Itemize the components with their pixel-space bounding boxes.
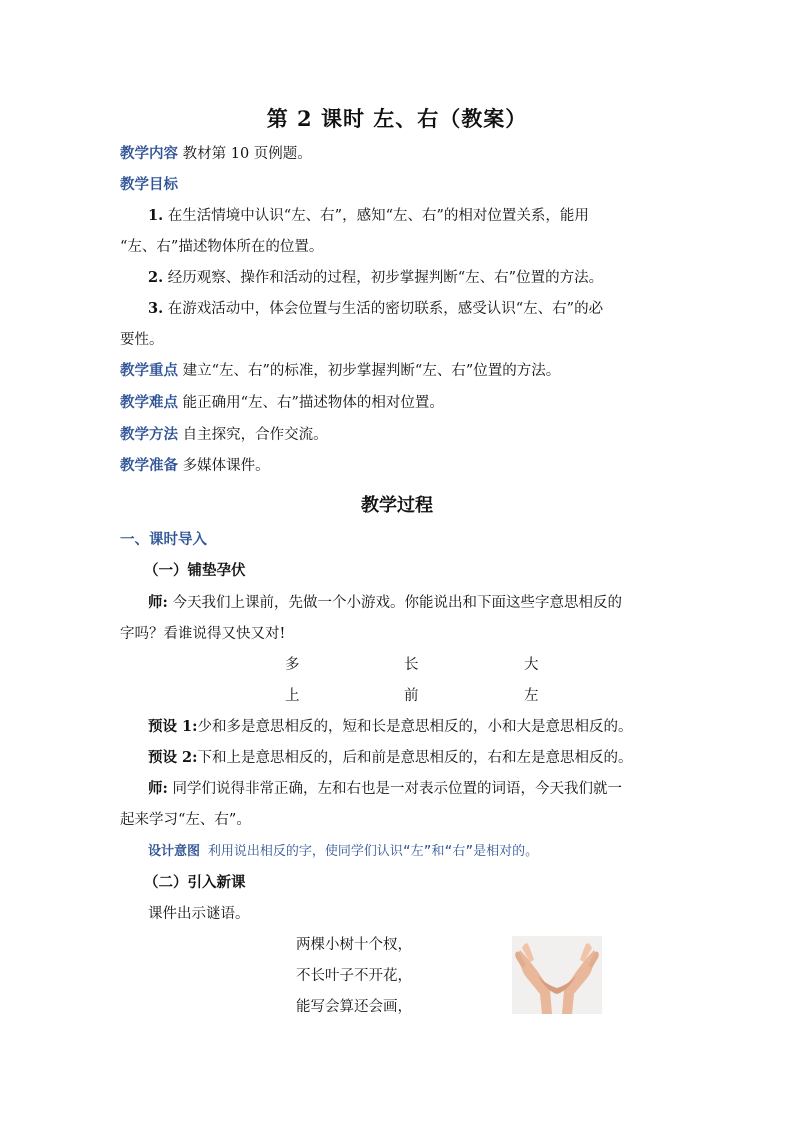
goal-item-2 xyxy=(148,268,708,288)
preset-1-text: 少和多是意思相反的，短和长是意思相反的，小和大是意思相反的。 xyxy=(197,719,633,735)
goal-3-text: 在游戏活动中，体会位置与生活的密切联系，感受认识“左、右”的必 xyxy=(167,301,604,317)
key-point-label: 教学重点 xyxy=(120,362,178,379)
section-1-heading: 一、课时导入 xyxy=(120,531,207,548)
word-row2-3: 左 xyxy=(524,688,539,704)
hands-illustration xyxy=(512,936,602,1014)
prep-label: 教学准备 xyxy=(120,457,178,474)
teacher-2-line1 xyxy=(148,779,708,799)
goal-2-text: 经历观察、操作和活动的过程，初步掌握判断“左、右”位置的方法。 xyxy=(167,270,604,286)
riddle-intro: 课件出示谜语。 xyxy=(148,906,250,922)
design-intent-row xyxy=(148,842,708,862)
goal-item-3-line2: 要性。 xyxy=(120,332,164,348)
difficulty-label: 教学难点 xyxy=(120,394,178,411)
goal-item-3-line1 xyxy=(148,299,708,319)
preset-2-text: 下和上是意思相反的，后和前是意思相反的，右和左是意思相反的。 xyxy=(197,750,633,766)
goal-2-number: 2. xyxy=(148,269,164,286)
key-point-row xyxy=(120,361,680,381)
page-title: 第 2 课时 左、右（教案） xyxy=(266,106,528,131)
teacher-1-text: 今天我们上课前，先做一个小游戏。你能说出和下面这些字意思相反的 xyxy=(172,595,622,611)
key-point-text: 建立“左、右”的标准，初步掌握判断“左、右”位置的方法。 xyxy=(182,363,561,379)
difficulty-text: 能正确用“左、右”描述物体的相对位置。 xyxy=(182,395,444,411)
goal-1-number: 1. xyxy=(148,207,164,224)
subsection-2-heading: （二）引入新课 xyxy=(144,874,246,891)
preset-2 xyxy=(148,748,708,768)
goal-item-1-line1 xyxy=(148,206,708,226)
preset-1 xyxy=(148,717,708,737)
design-intent-text: 利用说出相反的字，使同学们认识“左”和“右”是相对的。 xyxy=(207,844,539,859)
teacher-1-label: 师: xyxy=(148,594,168,611)
preset-1-label: 预设 1: xyxy=(148,718,198,735)
content-text: 教材第 10 页例题。 xyxy=(182,146,312,162)
riddle-line-3: 能写会算还会画， xyxy=(296,999,412,1015)
prep-row xyxy=(120,456,680,476)
teacher-2-label: 师: xyxy=(148,780,168,797)
goal-3-number: 3. xyxy=(148,300,164,317)
method-text: 自主探究，合作交流。 xyxy=(182,427,328,443)
teacher-1-line1 xyxy=(148,593,708,613)
subsection-1-heading: （一）铺垫孕伏 xyxy=(144,562,246,579)
goals-label: 教学目标 xyxy=(120,176,178,193)
prep-text: 多媒体课件。 xyxy=(182,458,270,474)
goal-item-1-line2: “左、右”描述物体所在的位置。 xyxy=(120,239,324,255)
design-intent-label: 设计意图 xyxy=(148,844,201,859)
method-label: 教学方法 xyxy=(120,426,178,443)
content-row xyxy=(120,144,680,164)
method-row xyxy=(120,425,680,445)
teacher-2-text: 同学们说得非常正确，左和右也是一对表示位置的词语，今天我们就一 xyxy=(172,781,622,797)
word-row2-2: 前 xyxy=(404,688,419,704)
process-title: 教学过程 xyxy=(361,495,433,516)
goals-label-row xyxy=(120,175,680,195)
content-label: 教学内容 xyxy=(120,145,178,162)
goal-1-text: 在生活情境中认识“左、右”，感知“左、右”的相对位置关系，能用 xyxy=(167,208,589,224)
teacher-1-line2: 字吗？看谁说得又快又对! xyxy=(120,626,286,642)
word-row1-2: 长 xyxy=(404,657,419,673)
preset-2-label: 预设 2: xyxy=(148,749,198,766)
riddle-line-2: 不长叶子不开花， xyxy=(296,968,412,984)
riddle-line-1: 两棵小树十个杈， xyxy=(296,937,412,953)
hands-photo-icon xyxy=(512,936,602,1014)
word-row2-1: 上 xyxy=(285,688,300,704)
word-row1-3: 大 xyxy=(524,657,539,673)
teacher-2-line2: 起来学习“左、右”。 xyxy=(120,812,251,828)
word-row1-1: 多 xyxy=(285,657,300,673)
difficulty-row xyxy=(120,393,680,413)
